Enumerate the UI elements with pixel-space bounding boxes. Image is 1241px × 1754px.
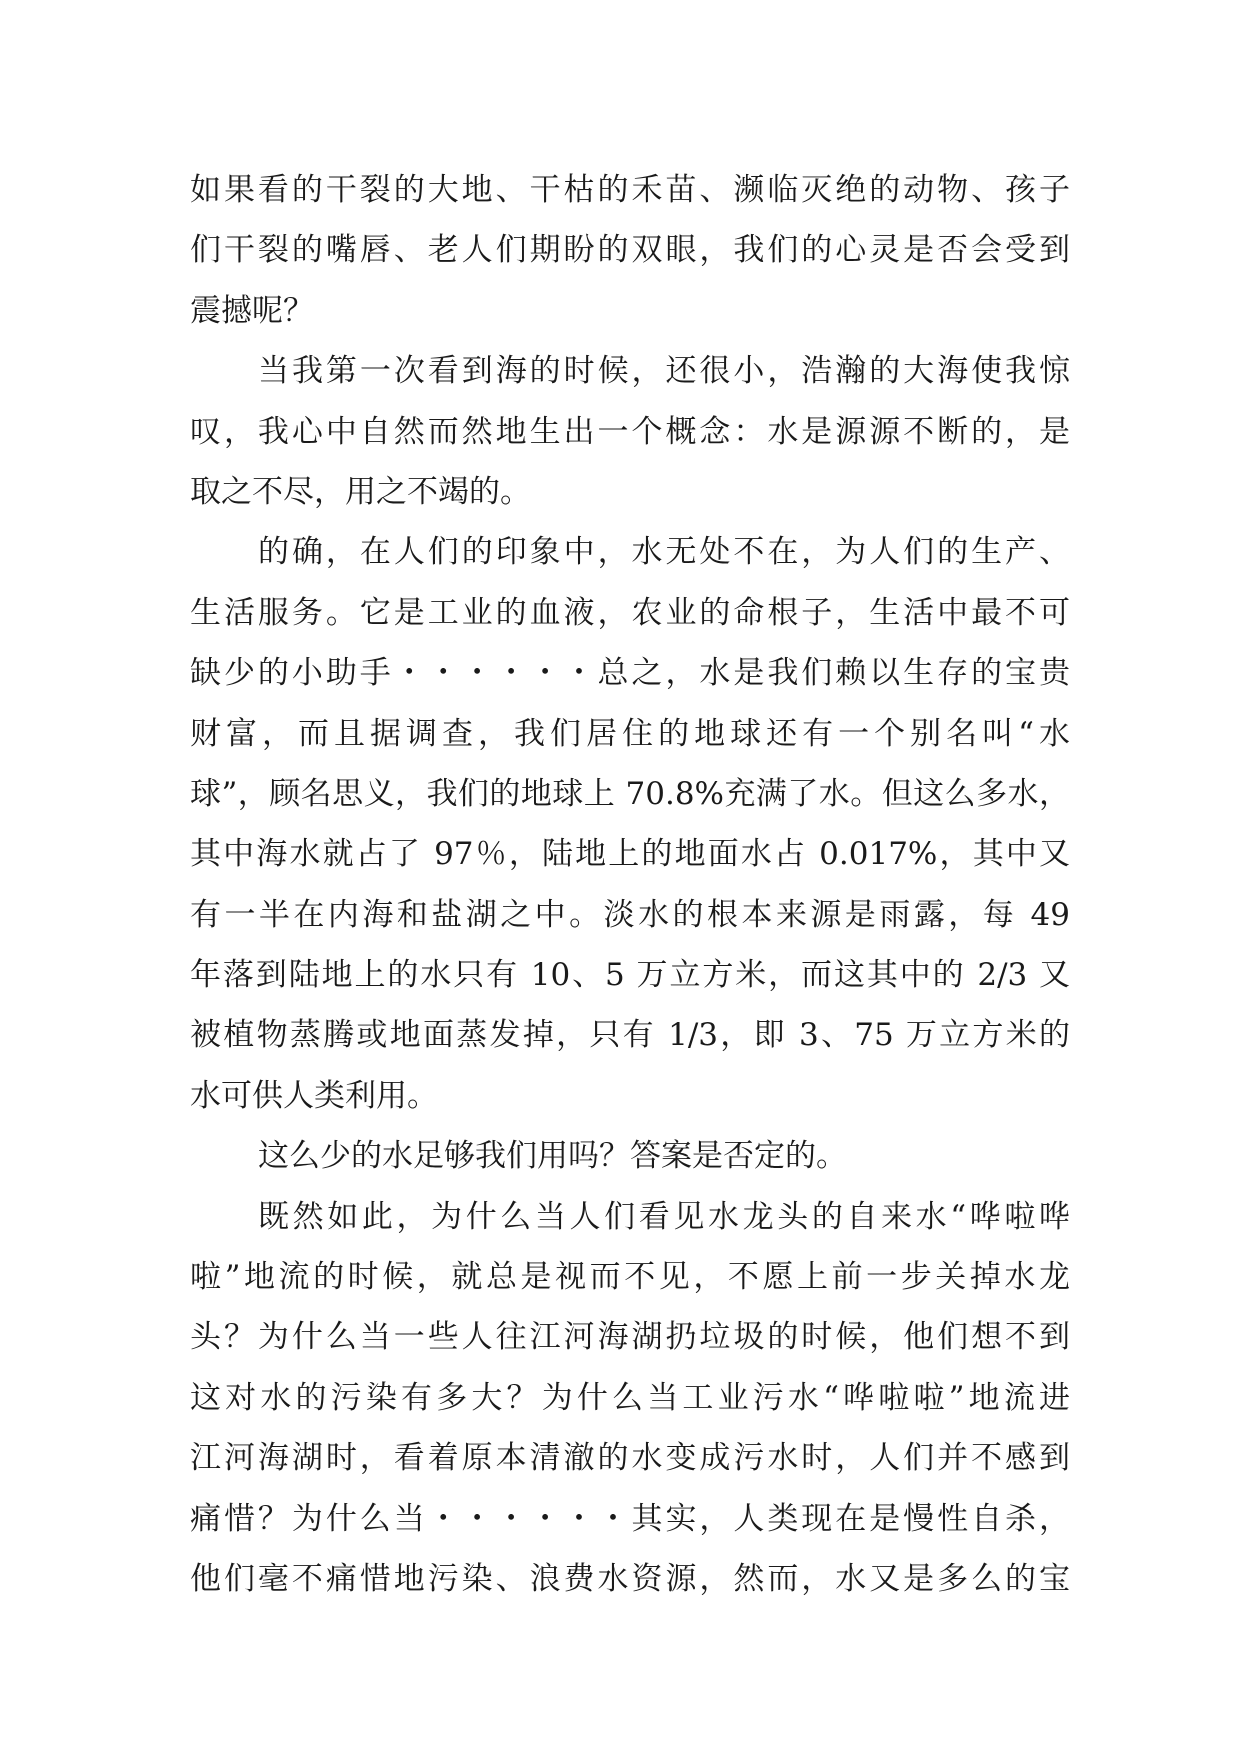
text-line: 如果看的干裂的大地、干枯的禾苗、濒临灭绝的动物、孩子	[190, 172, 1070, 208]
text-line: 水可供人类利用。	[190, 1077, 438, 1114]
text-line: 们干裂的嘴唇、老人们期盼的双眼，我们的心灵是否会受到	[190, 232, 1070, 269]
text-line: 他们毫不痛惜地污染、浪费水资源，然而，水又是多么的宝	[190, 1560, 1070, 1597]
text-line: 有一半在内海和盐湖之中。淡水的根本来源是雨露，每 49	[190, 896, 1070, 933]
text-line: 年落到陆地上的水只有 10、5 万立方米，而这其中的 2/3 又	[190, 957, 1070, 994]
text-line: 震撼呢？	[190, 292, 314, 329]
text-line: 缺少的小助手・・・・・・总之，水是我们赖以生存的宝贵	[190, 655, 1070, 692]
text-line: 的确，在人们的印象中，水无处不在，为人们的生产、	[258, 534, 1070, 571]
text-line: 当我第一次看到海的时候，还很小，浩瀚的大海使我惊	[258, 353, 1070, 390]
text-line: 头？为什么当一些人往江河海湖扔垃圾的时候，他们想不到	[190, 1319, 1070, 1356]
text-line: 球”，顾名思义，我们的地球上 70.8%充满了水。但这么多水，	[190, 775, 1070, 812]
text-line: 财富，而且据调查，我们居住的地球还有一个别名叫“水	[190, 715, 1070, 752]
text-line: 被植物蒸腾或地面蒸发掉，只有 1/3，即 3、75 万立方米的	[190, 1017, 1070, 1054]
text-line: 取之不尽，用之不竭的。	[190, 473, 531, 510]
text-line: 痛惜？为什么当・・・・・・其实，人类现在是慢性自杀，	[190, 1500, 1070, 1537]
text-line: 江河海湖时，看着原本清澈的水变成污水时，人们并不感到	[190, 1440, 1070, 1477]
text-line: 啦”地流的时候，就总是视而不见，不愿上前一步关掉水龙	[190, 1259, 1070, 1296]
text-line: 叹，我心中自然而然地生出一个概念：水是源源不断的，是	[190, 413, 1070, 450]
body-text	[190, 160, 1070, 1609]
text-line: 其中海水就占了 97％，陆地上的地面水占 0.017%，其中又	[190, 836, 1070, 873]
text-line: 既然如此，为什么当人们看见水龙头的自来水“哗啦哗	[258, 1198, 1070, 1235]
text-line: 这对水的污染有多大？为什么当工业污水“哗啦啦”地流进	[190, 1379, 1070, 1416]
text-line: 这么少的水足够我们用吗？答案是否定的。	[258, 1138, 847, 1175]
text-line: 生活服务。它是工业的血液，农业的命根子，生活中最不可	[190, 594, 1070, 631]
